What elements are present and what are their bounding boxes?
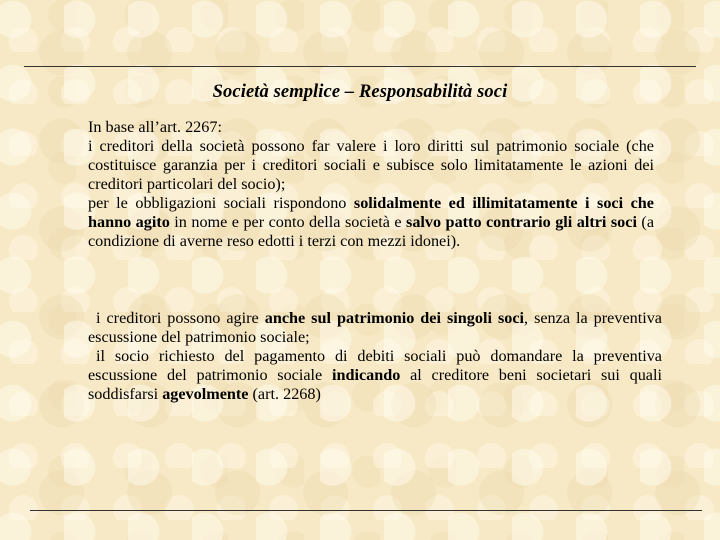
bold-segment: indicando [331, 366, 401, 384]
paragraph-benefit-of-discussion [88, 347, 662, 404]
text-segment: i creditori possono agire [96, 309, 265, 327]
text-segment: (a condizione di averne reso edotti i terzi con mezzi idonei). [88, 213, 655, 250]
text-segment: in nome e per conto della società e [169, 213, 407, 231]
bottom-divider [30, 510, 702, 511]
paragraph-social-obligations [88, 194, 654, 251]
bold-segment: anche sul patrimonio dei singoli soci [264, 309, 525, 327]
text-segment: al creditore beni societari sui quali soddisfarsi [88, 366, 662, 403]
text-segment: per le obbligazioni sociali rispondono [88, 194, 354, 212]
bold-segment: agevolmente [162, 385, 249, 403]
bold-segment: salvo patto contrario gli altri soci [406, 213, 637, 231]
paragraph-personal-assets [88, 309, 662, 347]
text-segment: (art. 2268) [248, 385, 321, 403]
body-section-1 [88, 118, 654, 251]
text-segment: il socio richiesto del pagamento di debiti sociali può domandare la preventiva escussione del patrimonio sociale [88, 347, 662, 384]
top-divider [24, 66, 696, 67]
text-segment: , senza la preventiva escussione del patrimonio sociale; [88, 309, 662, 346]
intro-line: In base all’art. 2267: [88, 118, 222, 136]
body-section-2 [88, 309, 662, 404]
paragraph-creditors-rights: i creditori della società possono far valere i loro diritti sul patrimonio sociale (che costituisce garanzia per i creditori sociali e subisce solo limitatamente le azioni dei creditori particolari del socio); [88, 137, 654, 193]
slide-title: Società semplice – Responsabilità soci [212, 82, 508, 102]
bold-segment: solidalmente ed illimitatamente i soci che hanno agito [88, 194, 654, 231]
